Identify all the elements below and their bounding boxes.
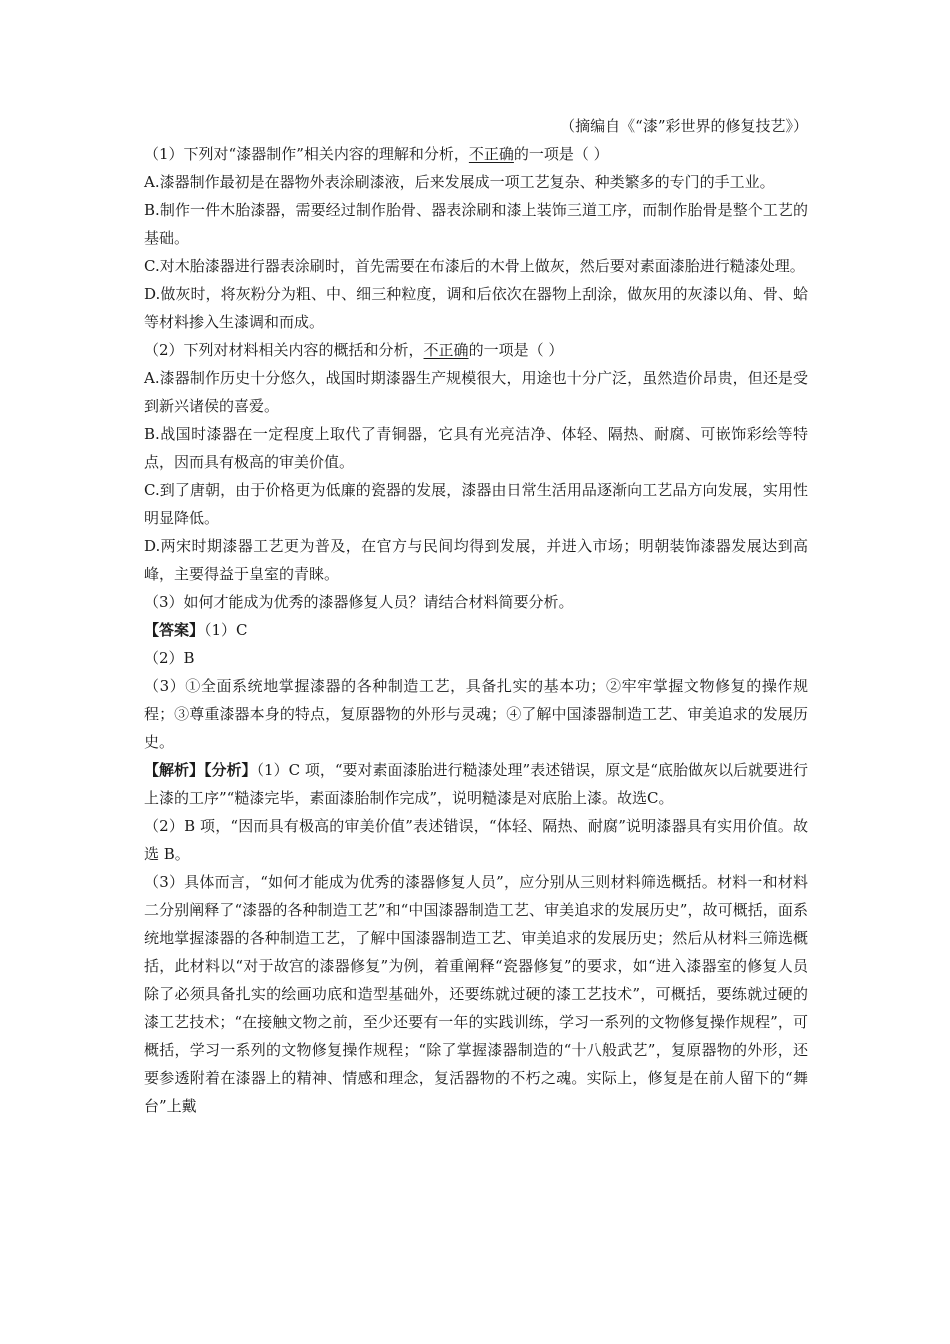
answer-line-1 xyxy=(144,616,808,644)
question-2-option-b: B.战国时漆器在一定程度上取代了青铜器，它具有光亮洁净、体轻、隔热、耐腐、可嵌饰彩绘等特点，因而具有极高的审美价值。 xyxy=(144,425,808,471)
question-1-option-b: B.制作一件木胎漆器，需要经过制作胎骨、器表涂刷和漆上装饰三道工序，而制作胎骨是整个工艺的基础。 xyxy=(144,201,808,247)
question-1-stem-suffix: 的一项是（ ） xyxy=(513,145,609,163)
answer-2: （2）B xyxy=(144,649,195,667)
question-2-option-a: A.漆器制作历史十分悠久，战国时期漆器生产规模很大，用途也十分广泛，虽然造价昂贵，但还是受到新兴诸侯的喜爱。 xyxy=(144,369,808,415)
answer-label: 【答案】 xyxy=(144,621,205,639)
analysis-paragraph-3: （3）具体而言，“如何才能成为优秀的漆器修复人员”，应分别从三则材料筛选概括。材料一和材料二分别阐释了“漆器的各种制造工艺”和“中国漆器制造工艺、审美追求的发展历史”，故可概括，面系统地掌握漆器的各种制造工艺，了解中国漆器制造工艺、审美追求的发展历史；然后从材料三筛选概括，此材料以“对于故宫的漆器修复”为例，着重阐释“瓷器修复”的要求，如“进入漆器室的修复人员除了必须具备扎实的绘画功底和造型基础外，还要练就过硬的漆工艺技术”，可概括，要练就过硬的漆工艺技术；“在接触文物之前，至少还要有一年的实践训练，学习一系列的文物修复操作规程”，可概括，学习一系列的文物修复操作规程；“除了掌握漆器制造的“十八般武艺”，复原器物的外形，还要参透附着在漆器上的精神、情感和理念，复活器物的不朽之魂。实际上，修复是在前人留下的“舞台”上戴 xyxy=(144,873,808,1115)
question-1-option-c: C.对木胎漆器进行器表涂刷时，首先需要在布漆后的木骨上做灰，然后要对素面漆胎进行糙漆处理。 xyxy=(144,257,805,275)
question-1-option-d: D.做灰时，将灰粉分为粗、中、细三种粒度，调和后依次在器物上刮涂，做灰用的灰漆以角、骨、蛤等材料掺入生漆调和而成。 xyxy=(144,285,808,331)
analysis-paragraph-1 xyxy=(144,756,808,812)
question-2-stem-prefix: （2）下列对材料相关内容的概括和分析， xyxy=(144,341,424,359)
analysis-paragraph-2: （2）B 项，“因而具有极高的审美价值”表述错误，“体轻、隔热、耐腐”说明漆器具有实用价值。故选 B。 xyxy=(144,817,808,863)
answer-1: （1）C xyxy=(204,621,248,639)
question-1-stem xyxy=(144,140,808,168)
question-1-option-a: A.漆器制作最初是在器物外表涂刷漆液，后来发展成一项工艺复杂、种类繁多的专门的手工业。 xyxy=(144,173,775,191)
question-2-option-d: D.两宋时期漆器工艺更为普及，在官方与民间均得到发展，并进入市场；明朝装饰漆器发展达到高峰，主要得益于皇室的青睐。 xyxy=(144,537,808,583)
question-1-stem-prefix: （1）下列对“漆器制作”相关内容的理解和分析， xyxy=(144,145,469,163)
analysis-label: 【解析】【分析】 xyxy=(144,761,257,779)
document-page xyxy=(144,112,808,1120)
question-2-stem-underlined: 不正确 xyxy=(423,341,469,359)
question-2-option-c: C.到了唐朝，由于价格更为低廉的瓷器的发展，漆器由日常生活用品逐渐向工艺品方向发展，实用性明显降低。 xyxy=(144,481,808,527)
question-3-stem: （3）如何才能成为优秀的漆器修复人员？请结合材料简要分析。 xyxy=(144,593,574,611)
question-2-stem xyxy=(144,336,808,364)
source-citation: （摘编自《“漆”彩世界的修复技艺》） xyxy=(560,117,808,135)
question-1-stem-underlined: 不正确 xyxy=(468,145,514,163)
analysis-1-text: （1）C 项，“要对素面漆胎进行糙漆处理”表述错误，原文是“底胎做灰以后就要进行上漆的工序”“糙漆完毕，素面漆胎制作完成”，说明糙漆是对底胎上漆。故选C。 xyxy=(144,761,808,807)
answer-3: （3）①全面系统地掌握漆器的各种制造工艺，具备扎实的基本功；②牢牢掌握文物修复的操作规程；③尊重漆器本身的特点，复原器物的外形与灵魂；④了解中国漆器制造工艺、审美追求的发展历史。 xyxy=(144,677,808,751)
question-2-stem-suffix: 的一项是（ ） xyxy=(468,341,564,359)
